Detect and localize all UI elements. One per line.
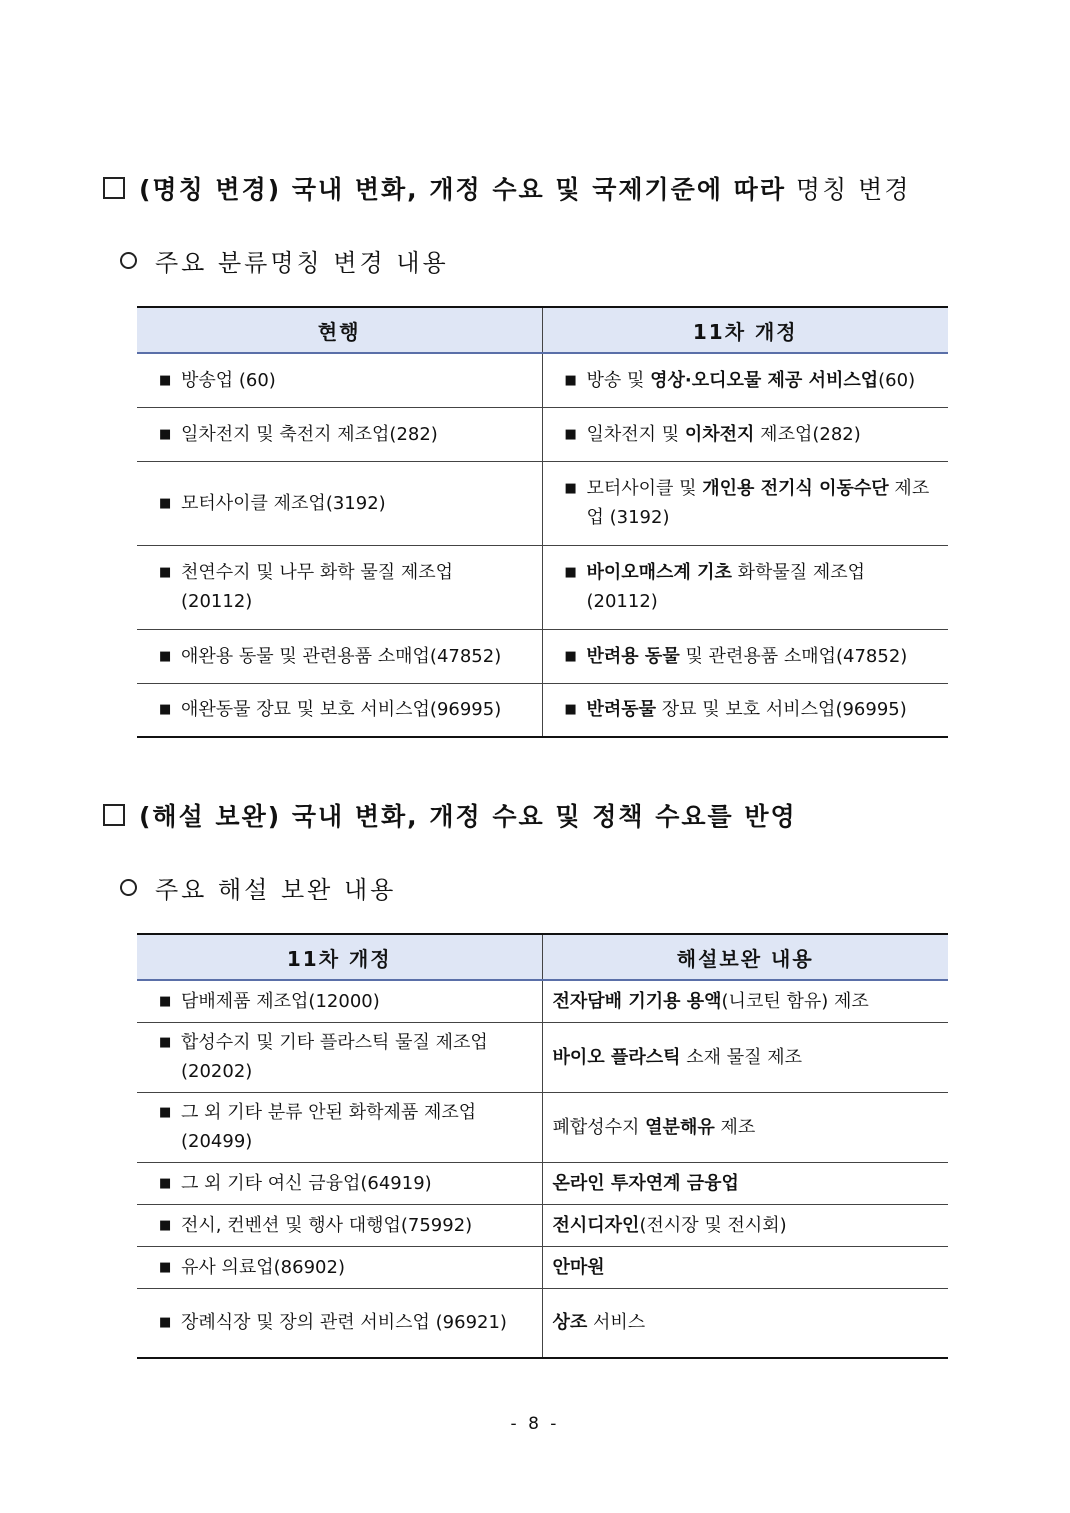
revised-text: 및 관련용품 소매업(47852) [679,645,908,667]
square-bullet-icon: ■ [564,702,577,718]
commentary-desc [542,1288,948,1358]
square-bullet-icon: ■ [159,372,172,388]
desc-emphasis: 열분해유 [645,1116,715,1138]
commentary-desc [542,1022,948,1092]
table-row [137,1204,948,1246]
square-bullet-icon: ■ [159,565,172,580]
revision-item: 전시, 컨벤션 및 행사 대행업(75992) [181,1214,473,1236]
table-row [137,629,948,683]
revised-text: 모터사이클 및 [586,478,703,499]
revised-name [587,642,937,671]
commentary-desc [542,1092,948,1162]
revised-text: 제조업(282) [754,423,861,445]
table-row [137,1288,948,1358]
heading-label: (해설 보완) [139,802,282,831]
revised-text: 장묘 및 보호 서비스업(96995) [656,699,907,721]
heading-label: (명칭 변경) [139,175,282,204]
revised-emphasis: 영상·오디오물 제공 서비스업 [650,369,879,391]
revised-text: (60) [878,369,916,391]
desc-emphasis: 바이오 플라스틱 [552,1046,681,1068]
revision-item: 그 외 기타 여신 금융업(64919) [181,1172,432,1194]
page-number: - 8 - [510,1414,560,1434]
revised-name [587,558,937,616]
commentary-desc [542,980,948,1022]
commentary-desc [542,1162,948,1204]
desc-text: 소재 물질 제조 [680,1046,802,1068]
revised-text: 일차전지 및 [586,423,685,445]
circle-bullet-icon [120,879,137,896]
revised-name [587,695,937,724]
square-bullet-icon: ■ [159,1217,172,1233]
subheading-commentary [120,870,396,905]
circle-bullet-icon [120,252,137,269]
square-bullet-icon: ■ [159,1105,172,1120]
header-commentary: 해설보완 내용 [542,934,948,980]
revised-emphasis: 이차전지 [684,423,755,445]
square-bullet-icon: ■ [159,1259,172,1275]
section-heading-rename [103,170,910,206]
revised-text: 제조업 (3192) [586,478,930,528]
current-name: 천연수지 및 나무 화학 물질 제조업 (20112) [181,562,454,612]
revised-text: 방송 및 [586,369,651,391]
subheading-rename [120,243,449,278]
table-row [137,545,948,629]
commentary-desc [542,1246,948,1288]
desc-emphasis: 전자담배 기기용 용액 [552,990,722,1012]
subheading-text: 주요 해설 보완 내용 [155,876,397,904]
current-name: 모터사이클 제조업(3192) [181,492,386,514]
checkbox-square-icon [103,177,125,199]
square-bullet-icon: ■ [159,495,172,511]
subheading-text: 주요 분류명칭 변경 내용 [155,249,449,277]
header-revision: 11차 개정 [137,934,542,980]
desc-emphasis: 온라인 투자연계 금융업 [552,1172,739,1194]
revised-name [587,366,937,395]
table-row [137,407,948,461]
desc-text: 폐합성수지 [552,1116,646,1138]
desc-text: 제조 [714,1116,756,1138]
revision-item: 그 외 기타 분류 안된 화학제품 제조업(20499) [181,1102,477,1152]
commentary-table [137,933,948,1359]
header-revised: 11차 개정 [542,307,948,353]
square-bullet-icon: ■ [564,481,577,496]
square-bullet-icon: ■ [564,565,577,580]
current-name: 애완용 동물 및 관련용품 소매업(47852) [181,645,502,667]
section-heading-commentary [103,797,797,833]
revision-item: 유사 의료업(86902) [181,1256,345,1278]
desc-emphasis: 상조 [552,1312,588,1334]
desc-text: (전시장 및 전시회) [639,1214,787,1236]
table-row [137,1022,948,1092]
revised-name [587,420,937,449]
current-name: 방송업 (60) [181,369,276,391]
revised-name [587,474,937,532]
revision-item: 합성수지 및 기타 플라스틱 물질 제조업(20202) [181,1032,488,1082]
square-bullet-icon: ■ [159,1035,172,1050]
table-row [137,1246,948,1288]
revision-item: 장례식장 및 장의 관련 서비스업 (96921) [181,1312,507,1334]
square-bullet-icon: ■ [564,372,577,388]
square-bullet-icon: ■ [159,648,172,664]
desc-text: 서비스 [587,1312,646,1334]
revision-item: 담배제품 제조업(12000) [181,990,380,1012]
heading-tail: 명칭 변경 [785,175,911,204]
desc-text: (니코틴 함유) 제조 [721,990,869,1012]
table-row [137,461,948,545]
desc-emphasis: 안마원 [552,1256,605,1278]
square-bullet-icon: ■ [564,648,577,664]
current-name: 애완동물 장묘 및 보호 서비스업(96995) [181,699,502,721]
commentary-desc [542,1204,948,1246]
table-row [137,1162,948,1204]
current-name: 일차전지 및 축전지 제조업(282) [181,423,438,445]
checkbox-square-icon [103,804,125,826]
revised-emphasis: 바이오매스계 기초 [586,562,732,583]
square-bullet-icon: ■ [159,702,172,718]
revised-emphasis: 반려용 동물 [586,645,680,667]
square-bullet-icon: ■ [159,993,172,1009]
revised-text: 화학물질 제조업 (20112) [586,562,866,612]
rename-table [137,306,948,738]
table-row [137,1092,948,1162]
table-row [137,980,948,1022]
desc-emphasis: 전시디자인 [552,1214,640,1236]
square-bullet-icon: ■ [159,1175,172,1191]
square-bullet-icon: ■ [159,1315,172,1331]
heading-text: 국내 변화, 개정 수요 및 국제기준에 따라 [281,175,786,204]
revised-emphasis: 반려동물 [586,699,657,721]
heading-text: 국내 변화, 개정 수요 및 정책 수요를 반영 [281,802,797,831]
square-bullet-icon: ■ [159,426,172,442]
table-row [137,683,948,737]
table-row [137,353,948,407]
square-bullet-icon: ■ [564,426,577,442]
header-current: 현행 [137,307,542,353]
revised-emphasis: 개인용 전기식 이동수단 [702,478,889,499]
